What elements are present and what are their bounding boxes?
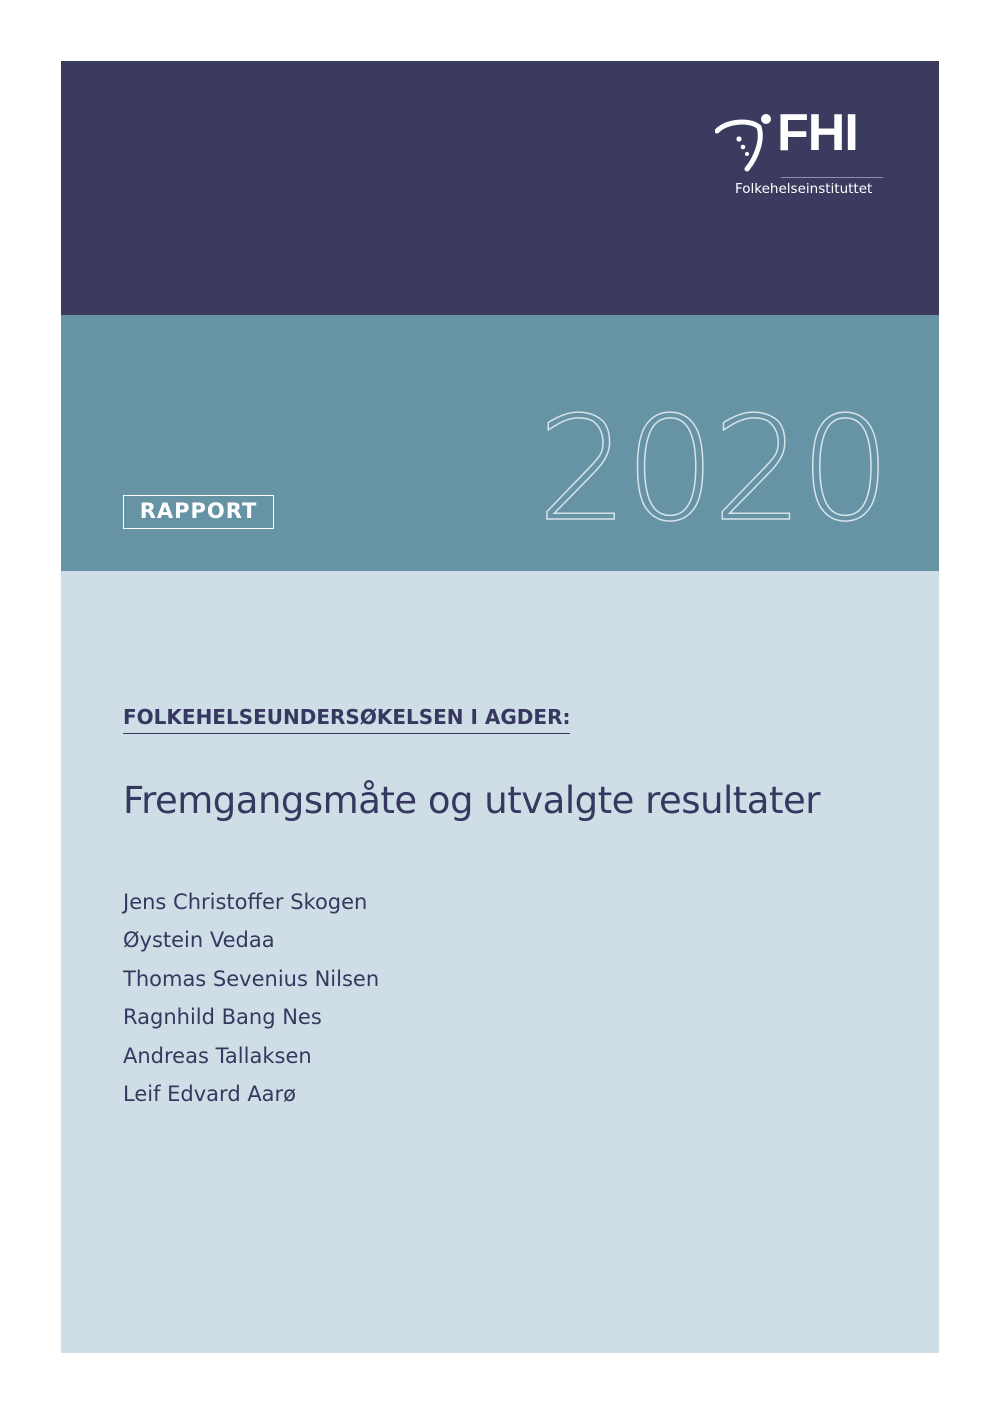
author-name: Jens Christoffer Skogen <box>123 890 368 914</box>
report-subtitle: FOLKEHELSEUNDERSØKELSEN I AGDER: <box>123 705 570 734</box>
fhi-logo <box>715 104 885 201</box>
report-year: 2020 <box>537 385 888 553</box>
author-name: Ragnhild Bang Nes <box>123 1005 322 1030</box>
author-name: Leif Edvard Aarø <box>123 1081 297 1106</box>
author-name: Andreas Tallaksen <box>123 1043 312 1068</box>
header-band <box>61 61 939 315</box>
logo-divider <box>781 177 883 178</box>
author-list <box>123 887 379 1117</box>
author-name: Øystein Vedaa <box>123 928 275 953</box>
logo-institute-name: Folkehelseinstituttet <box>735 181 873 197</box>
report-title: Fremgangsmåte og utvalgte resultater <box>123 779 820 822</box>
fhi-logo-icon <box>715 113 773 173</box>
report-cover <box>61 61 939 1353</box>
author-name: Thomas Sevenius Nilsen <box>123 966 380 991</box>
report-type-badge: RAPPORT <box>123 495 274 529</box>
logo-wordmark: FHI <box>777 104 858 162</box>
